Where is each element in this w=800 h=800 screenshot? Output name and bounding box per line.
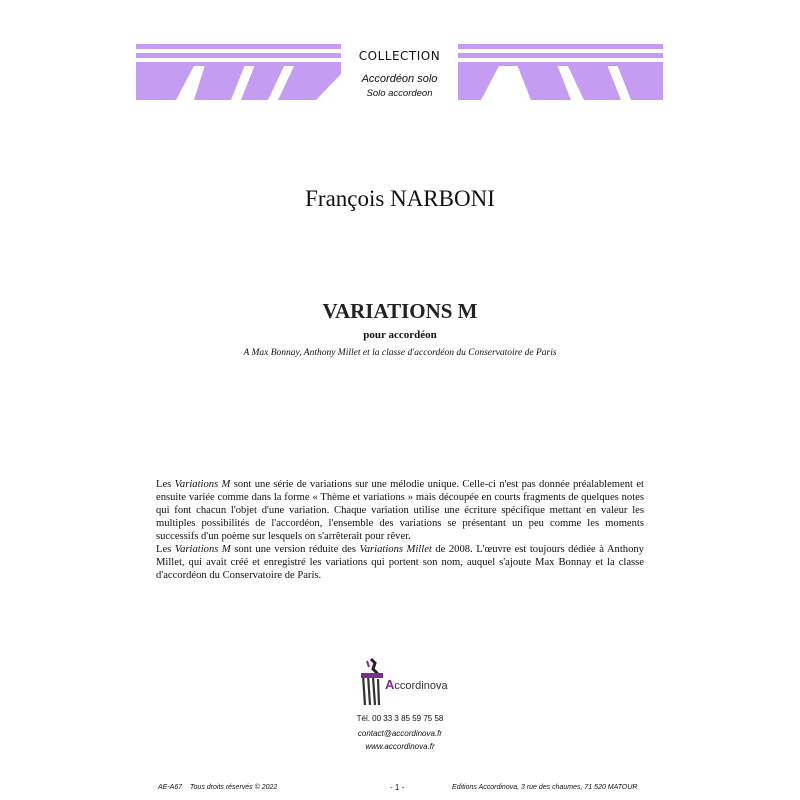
accordinova-logo — [355, 657, 450, 709]
series-name-fr: Accordéon solo — [361, 73, 438, 85]
publisher-email-link[interactable]: contact@accordinova.fr — [357, 729, 443, 738]
page-number: - 1 - — [390, 783, 405, 792]
rights-notice: Tous droits réservés © 2022 — [189, 784, 278, 791]
description-paragraph-2: Les Variations M sont une version réduite des Variations Millet de 2008. L'œuvre est toujours dédiée à Anthony Millet, qui avait créé et enregistré les variations qui portent son nom, auquel s'ajoute Max Bonnay et la classe d'accordéon du Conservatoire de Paris. — [156, 544, 644, 581]
series-name-en: Solo accordeon — [366, 88, 433, 99]
catalog-number: AE-A67 — [158, 784, 183, 791]
description-text — [156, 478, 644, 582]
work-dedication: A Max Bonnay, Anthony Millet et la classe d'accordéon du Conservatoire de Paris — [243, 348, 557, 358]
work-title: VARIATIONS M — [322, 299, 478, 323]
description-paragraph-1: Les Variations M sont une série de variations sur une mélodie unique. Celle-ci n'est pas donnée préalablement et ensuite variée comme dans la forme « Thème et variations » mais découpée en courts fragments de quelques notes qui font chacun l'objet d'une variation. Chaque variation utilise une écriture spécifique mettant en valeur les multiples possibilités de l'accordéon, l'ensemble des variations se présentant un peu comme les moments successifs d'un poème sur lesquels on s'arrêterait pour rêver. — [156, 479, 644, 542]
collection-label-box — [341, 44, 458, 100]
publisher-website-link[interactable]: www.accordinova.fr — [365, 742, 435, 751]
composer-name: François NARBONI — [305, 186, 495, 211]
footer-catalog-rights — [158, 784, 277, 791]
work-subtitle: pour accordéon — [363, 329, 437, 341]
publisher-address: Editions Accordinova, 3 rue des chaumes, 71 520 MATOUR — [452, 784, 638, 791]
collection-label: COLLECTION — [358, 49, 441, 63]
collection-banner — [136, 44, 663, 100]
publisher-phone: Tél. 00 33 3 85 59 75 58 — [356, 714, 444, 723]
logo-wordmark: Accordinova — [385, 677, 448, 692]
